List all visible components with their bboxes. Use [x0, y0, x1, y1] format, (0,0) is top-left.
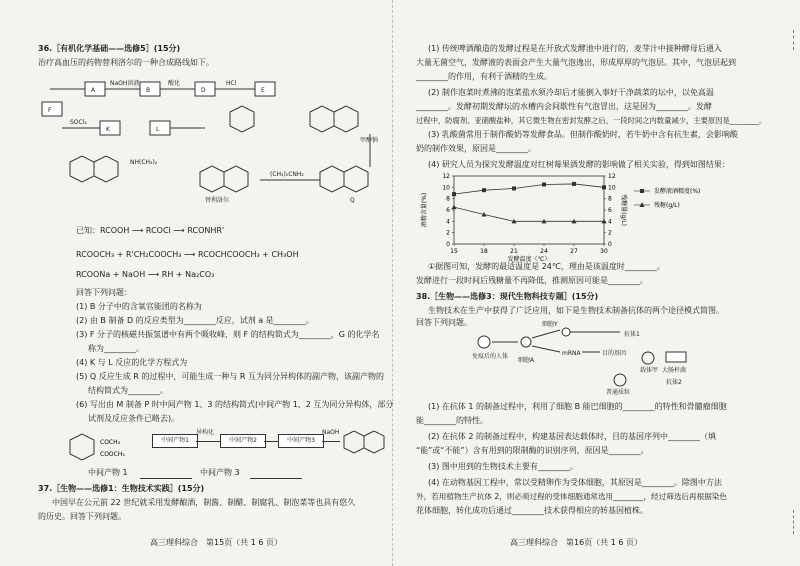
- y-right-tick-label: 10: [608, 184, 616, 192]
- y-right-tick-label: 8: [608, 195, 612, 203]
- svg-text:甲醇钠: 甲醇钠: [360, 137, 379, 144]
- antibody-diagram: [470, 321, 700, 398]
- scheme-D: D: [201, 87, 206, 94]
- svg-text:COCH₃: COCH₃: [100, 439, 121, 446]
- known-reaction-2: RCOOCH₃ + R'CH₂COOCH₃ ⟶ RCOCHCOOCH₃ + CH₃OH: [76, 250, 299, 259]
- series-point-square: [542, 183, 546, 187]
- y-right-tick-label: 12: [608, 173, 616, 180]
- series-point-square: [572, 182, 576, 186]
- y-right-tick-label: 2: [608, 229, 612, 237]
- scheme-E: E: [261, 87, 265, 94]
- q38-part1b: 能________的特性。: [416, 416, 488, 425]
- legend-label: 发酵液酒精度(%): [654, 188, 701, 195]
- svg-text:(CH₃)₂CNH₂: (CH₃)₂CNH₂: [270, 171, 304, 178]
- y-left-tick-label: 10: [442, 184, 450, 192]
- legend-marker-triangle: [640, 202, 645, 207]
- scheme-K: K: [106, 126, 110, 133]
- flow-reagent: NaOH: [322, 429, 340, 436]
- q36-part3: (3) F 分子的核磁共振氢谱中有两个吸收峰，则 F 的结构简式为________，G 的化学名: [76, 330, 380, 339]
- q38-part3: (3) 图中用到的生物技术主要有________。: [428, 462, 578, 471]
- scheme-product: 替利洛尔: [205, 197, 230, 204]
- mid1-answer-blank[interactable]: [140, 470, 192, 479]
- q37-part4: (4) 研究人员为探究发酵温度对红树莓果酒发酵的影响做了相关实验，得到如图结果：: [428, 160, 730, 169]
- diagram-antibody-1: 抗体1: [624, 331, 640, 338]
- q36-intro: 治疗高血压的药物替利洛尔的一种合成路线如下。: [38, 58, 214, 67]
- known-reaction-3: RCOONa + NaOH ⟶ RH + Na₂CO₃: [76, 270, 215, 279]
- q37-part2b: ________。发酵初期发酵坛的水槽内会间歇性有气泡冒出，这是因为________。发酵: [416, 102, 712, 111]
- flow-arrow-3: [322, 441, 340, 442]
- q36-part5b: 结构简式为________。: [88, 386, 168, 395]
- q36-part2: (2) 由 B 制备 D 的反应类型为________反应，试剂 a 是________。: [76, 316, 314, 325]
- person-icon: [478, 336, 490, 348]
- diagram-vector: 载体甲: [640, 367, 659, 374]
- q37-part1c: ________的作用，有利于酒精的生成。: [416, 72, 552, 81]
- q37-intro: 中国早在公元前 22 世纪就采用发酵酿酒，制酱、制醋、制腐乳、制泡菜等也具有悠久: [52, 498, 356, 507]
- q36-part5: (5) Q 反应生成 R 的过程中，可能生成一种与 R 互为同分异构体的副产物，该副产物的: [76, 372, 385, 381]
- flow-intermediate-1: 中间产物1: [152, 434, 198, 448]
- diagram-person: 免疫后的人体: [472, 353, 509, 360]
- x-tick-label: 27: [570, 248, 578, 255]
- mid3-answer-blank[interactable]: [250, 470, 302, 479]
- x-tick-label: 21: [510, 248, 518, 255]
- scheme-F: F: [48, 107, 52, 114]
- q37-part2c: 过程中，防腐剂、亚硝酸盐种，其它微生物在密封发酵之后，一段时间之内数量减少，主要原因是________。: [416, 116, 767, 125]
- q36-part3b: 称为________。: [88, 344, 144, 353]
- q37-part1: (1) 传统啤酒酿造的发酵过程是在开放式发酵池中进行的，麦芽汁中接种酵母后通入: [428, 44, 722, 53]
- mid3-label: 中间产物 3: [200, 468, 240, 477]
- scheme-B: B: [146, 87, 151, 94]
- edge-mark-top: [793, 30, 794, 50]
- diagram-cell-a: 细胞A: [518, 357, 535, 364]
- known-label: 已知：: [76, 226, 100, 235]
- flow-arrow-1: [196, 441, 220, 442]
- series-line-0: [454, 184, 604, 194]
- svg-text:COOCH₃: COOCH₃: [100, 451, 125, 458]
- q37-intro-2: 的历史。回答下列问题。: [38, 512, 126, 521]
- y-right-tick-label: 6: [608, 207, 612, 214]
- flow-isomerize-label: 异构化: [196, 429, 215, 436]
- scheme-L: L: [156, 126, 160, 133]
- q36-part6: (6) 写出由 M 制备 P 时中间产物 1、3 的结构简式(中间产物 1、2 互为同分异构体，部分: [76, 400, 394, 409]
- flow-arrow-2: [264, 441, 278, 442]
- y-left-tick-label: 2: [446, 229, 450, 237]
- series-point-square: [512, 186, 516, 190]
- x-axis-label: 发酵温度（℃）: [507, 256, 551, 263]
- diagram-ecoli: 大肠杆菌: [662, 367, 687, 374]
- diagram-mrna: mRNA: [562, 350, 581, 357]
- q37-part1b: 大量无菌空气，发酵液的表面会产生大量气泡逸出，形成厚厚的气泡层。其中，气泡层起到: [416, 58, 736, 67]
- series-point-square: [482, 188, 486, 192]
- x-tick-label: 30: [600, 248, 608, 255]
- x-tick-label: 18: [480, 248, 488, 255]
- series-point-triangle: [452, 205, 457, 210]
- q37-part2: (2) 制作泡菜时煮沸的泡菜盐水须冷却后才能倒入事好干净蔬菜的坛中，以免高温: [428, 88, 714, 97]
- known-reaction-1: RCOOH ⟶ RCOCl ⟶ RCONHR': [100, 226, 225, 235]
- y-right-tick-label: 0: [608, 241, 612, 248]
- x-tick-label: 24: [540, 248, 548, 255]
- series-line-1: [454, 207, 604, 221]
- svg-text:NH(CH₃)₂: NH(CH₃)₂: [130, 159, 158, 166]
- svg-text:SOCl₂: SOCl₂: [70, 119, 87, 126]
- q38-part4c: 花体细胞，转化成功后通过________技术获得相应的转基因植株。: [416, 506, 648, 515]
- diagram-target-gene: 目的基因: [602, 350, 627, 357]
- q38-part1: (1) 在抗体 1 的制备过程中，利用了细胞 B 能巴细胞的________的特性和骨髓瘤细胞: [428, 402, 727, 411]
- scheme-A: A: [91, 87, 96, 94]
- q38-part2b: “能”或“不能”）含有用到的限制酶的识别序列，原因是________。: [416, 446, 649, 455]
- q38-intro: 生物技术在生产中获得了广泛应用，如下是生物技术制备抗体的两个途径模式简图。: [428, 306, 724, 315]
- q36-part6b: 试剂及反应条件已略去)。: [88, 414, 180, 423]
- compound-P-structure: [340, 426, 390, 462]
- q36-title: 36.［有机化学基础——选修5］(15分): [38, 44, 181, 53]
- flow-intermediate-3: 中间产物3: [278, 434, 324, 448]
- chart-question-2: 发酵进行一段时间后残糖量不再降低，推测原因可能是________。: [416, 276, 648, 285]
- y-left-axis-label: 酒精含量(%): [421, 192, 428, 228]
- x-tick-label: 15: [450, 248, 458, 255]
- diagram-plasmid: 普通质粒: [606, 389, 631, 396]
- y-right-tick-label: 4: [608, 218, 612, 226]
- left-page-footer: 高三理科综合 第15页（共 1 6 页）: [150, 538, 282, 547]
- y-right-axis-label: 残糖量(g/L): [620, 194, 627, 226]
- y-left-tick-label: 6: [446, 207, 450, 214]
- synthesis-scheme: [30, 72, 395, 224]
- scheme-reagent-top: NaOH溶液: [110, 80, 140, 87]
- q36-part4: (4) K 与 L 反应的化学方程式为: [76, 358, 188, 367]
- q38-part4b: 外，若用植物生产抗体 2，则必须过程的受体细胞通常选用________，经过筛选后再根据染色: [416, 492, 727, 501]
- svg-text:HCl: HCl: [226, 80, 237, 87]
- y-left-tick-label: 12: [442, 173, 450, 180]
- chart-question-1: ①据图可知，发酵的最适温度是 24℃，理由是该温度时________。: [428, 262, 665, 271]
- diagram-cell-y: 细胞Y: [542, 321, 558, 328]
- q38-title: 38.［生物——选修3：现代生物科技专题］(15分): [416, 292, 599, 301]
- q38-intro-2: 回答下列问题。: [416, 318, 472, 327]
- q38-part2: (2) 在抗体 2 的制备过程中，构建基因表达载体时，目的基因序列中________（填: [428, 432, 717, 441]
- right-page-footer: 高三理科综合 第16页（共 1 6 页）: [510, 538, 642, 547]
- q37-title: 37.［生物——选修1：生物技术实践］(15分): [38, 484, 205, 493]
- answer-prompt: 回答下列问题：: [76, 288, 132, 297]
- y-left-tick-label: 4: [446, 218, 450, 226]
- y-left-tick-label: 0: [446, 241, 450, 248]
- svg-text:酸化: 酸化: [168, 80, 181, 87]
- fermentation-chart: [414, 170, 794, 263]
- q36-part1: (1) B 分子中的含氧官能团的名称为: [76, 302, 202, 311]
- diagram-antibody-2: 抗体2: [666, 379, 682, 386]
- q37-part3: (3) 乳酸菌常用于制作酸奶等发酵食品。但制作酸奶时，若牛奶中含有抗生素，会影响酸: [428, 130, 738, 139]
- right-page: [400, 0, 800, 566]
- series-point-square: [602, 185, 606, 189]
- flow-intermediate-2: 中间产物2: [220, 434, 266, 448]
- series-point-square: [452, 192, 456, 196]
- q37-part3b: 奶的制作效果，原因是________。: [416, 144, 536, 153]
- mid1-label: 中间产物 1: [88, 468, 128, 477]
- scheme-Q: Q: [350, 197, 355, 204]
- q38-part4: (4) 在动物基因工程中，常以受精卵作为受体细胞，其原因是________。除图中方法: [428, 478, 722, 487]
- legend-label: 残糖(g/L): [654, 202, 680, 209]
- edge-mark-bottom: [793, 510, 794, 534]
- y-left-tick-label: 8: [446, 195, 450, 203]
